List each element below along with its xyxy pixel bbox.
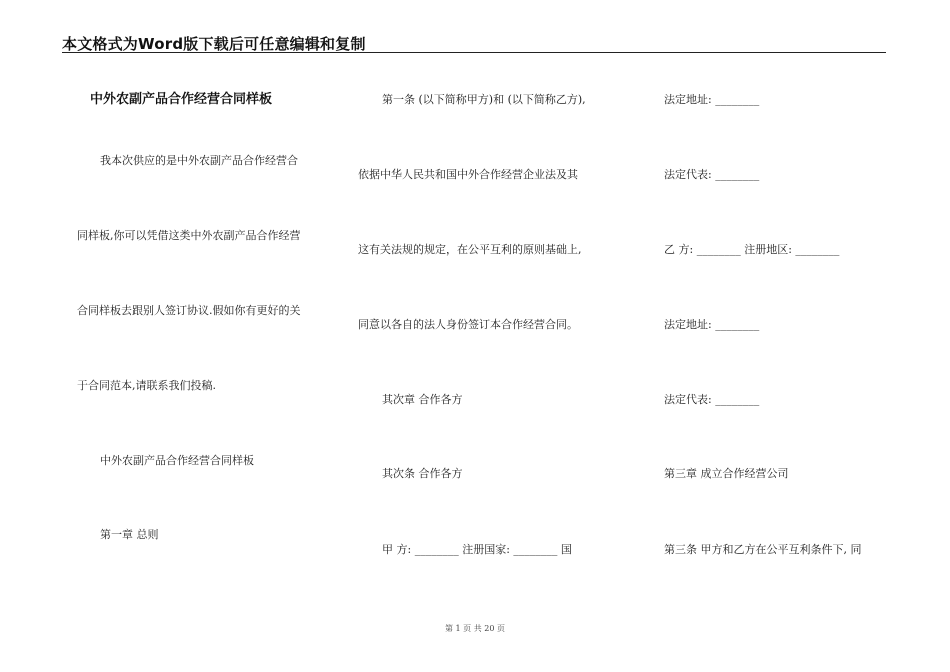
paragraph-line: 于合同范本,请联系我们投稿. <box>77 379 216 392</box>
chapter-heading: 第一章 总则 <box>100 528 159 541</box>
chapter-heading: 其次章 合作各方 <box>382 393 463 406</box>
paragraph-line: 同意以各自的法人身份签订本合作经营合同。 <box>358 318 578 331</box>
article-heading: 其次条 合作各方 <box>382 467 463 480</box>
paragraph-line: 这有关法规的规定，在公平互利的原则基础上, <box>358 243 582 256</box>
form-line: 乙 方: ________ 注册地区: ________ <box>664 243 840 256</box>
chapter-heading: 第三章 成立合作经营公司 <box>664 467 789 480</box>
form-line: 甲 方: ________ 注册国家: ________ 国 <box>382 543 572 556</box>
form-line: 法定代表: ________ <box>664 393 760 406</box>
paragraph-line: 依据中华人民共和国中外合作经营企业法及其 <box>358 168 578 181</box>
paragraph-line: 第三条 甲方和乙方在公平互利条件下, 同 <box>664 543 862 556</box>
paragraph-line: 第一条 (以下简称甲方)和 (以下简称乙方), <box>382 93 586 106</box>
document-title: 中外农副产品合作经营合同样板 <box>90 92 273 107</box>
page-number-footer: 第 1 页 共 20 页 <box>445 624 505 633</box>
paragraph-line: 我本次供应的是中外农副产品合作经营合 <box>100 154 298 167</box>
paragraph-line: 合同样板去跟别人签订协议.假如你有更好的关 <box>77 304 301 317</box>
paragraph-line: 同样板,你可以凭借这类中外农副产品合作经营 <box>77 229 301 242</box>
header-divider <box>62 52 886 53</box>
form-line: 法定代表: ________ <box>664 168 760 181</box>
form-line: 法定地址: ________ <box>664 318 760 331</box>
section-heading: 中外农副产品合作经营合同样板 <box>100 454 254 467</box>
form-line: 法定地址: ________ <box>664 93 760 106</box>
document-header: 本文格式为Word版下载后可任意编辑和复制 <box>62 35 366 53</box>
